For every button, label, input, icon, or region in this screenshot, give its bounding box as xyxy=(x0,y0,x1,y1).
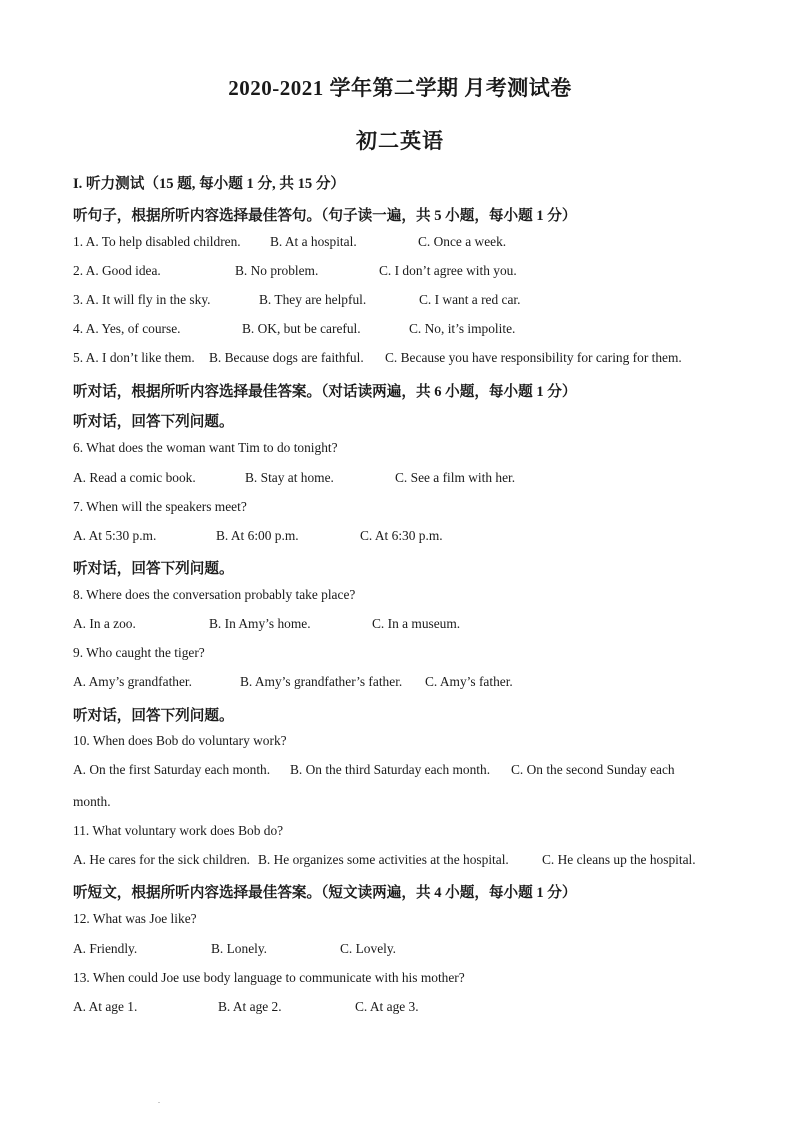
option-a: 3. A. It will fly in the sky. xyxy=(73,292,211,307)
exam-subject: 初二英语 xyxy=(356,129,444,153)
option-b: B. At age 2. xyxy=(218,999,282,1014)
question-13-stem: 13. When could Joe use body language to communicate with his mother? xyxy=(73,970,465,985)
option-c: C. In a museum. xyxy=(372,616,461,631)
option-c: C. He cleans up the hospital. xyxy=(542,852,696,867)
option-a: A. Amy’s grandfather. xyxy=(73,674,193,689)
option-c: C. At 6:30 p.m. xyxy=(360,528,443,543)
option-b: B. Lonely. xyxy=(211,941,268,956)
option-c: C. Once a week. xyxy=(418,234,507,249)
option-c: C. I don’t agree with you. xyxy=(379,263,517,278)
part2-instruction: 听对话，根据所听内容选择最佳答案。（对话读两遍，共 6 小题，每小题 1 分） xyxy=(73,384,577,400)
question-10-stem: 10. When does Bob do voluntary work? xyxy=(73,733,287,748)
option-c: C. See a film with her. xyxy=(395,470,516,485)
option-b: B. Because dogs are faithful. xyxy=(209,350,364,365)
option-b: B. At 6:00 p.m. xyxy=(216,528,299,543)
dialog3-instruction: 听对话，回答下列问题。 xyxy=(73,708,234,724)
option-c: C. Because you have responsibility for caring for them. xyxy=(385,350,682,365)
option-c: C. I want a red car. xyxy=(419,292,521,307)
option-a: 5. A. I don’t like them. xyxy=(73,350,195,365)
option-b: B. No problem. xyxy=(235,263,319,278)
question-8-stem: 8. Where does the conversation probably take place? xyxy=(73,587,356,602)
exam-title: 2020-2021 学年第二学期 月考测试卷 xyxy=(228,76,572,100)
question-9-stem: 9. Who caught the tiger? xyxy=(73,645,205,660)
option-a: 1. A. To help disabled children. xyxy=(73,234,241,249)
option-b: B. At a hospital. xyxy=(270,234,357,249)
option-c: C. At age 3. xyxy=(355,999,419,1014)
option-c: C. Lovely. xyxy=(340,941,397,956)
option-a: A. Friendly. xyxy=(73,941,138,956)
option-a: A. At age 1. xyxy=(73,999,138,1014)
option-a: 2. A. Good idea. xyxy=(73,263,161,278)
option-b: B. In Amy’s home. xyxy=(209,616,311,631)
dialog2-instruction: 听对话，回答下列问题。 xyxy=(73,561,234,577)
option-a: A. At 5:30 p.m. xyxy=(73,528,157,543)
option-b: B. On the third Saturday each month. xyxy=(290,762,491,777)
scan-speck: . xyxy=(158,1096,160,1105)
question-11-stem: 11. What voluntary work does Bob do? xyxy=(73,823,284,838)
option-a: A. Read a comic book. xyxy=(73,470,196,485)
option-b: B. He organizes some activities at the hospital. xyxy=(258,852,509,867)
option-c: C. On the second Sunday each xyxy=(511,762,675,777)
section-heading: I. 听力测试（15 题, 每小题 1 分, 共 15 分） xyxy=(73,176,346,192)
option-b: B. OK, but be careful. xyxy=(242,321,361,336)
part3-instruction: 听短文，根据所听内容选择最佳答案。（短文读两遍，共 4 小题，每小题 1 分） xyxy=(73,885,577,901)
option-c: C. No, it’s impolite. xyxy=(409,321,516,336)
question-7-stem: 7. When will the speakers meet? xyxy=(73,499,247,514)
option-b: B. They are helpful. xyxy=(259,292,367,307)
option-b: B. Amy’s grandfather’s father. xyxy=(240,674,403,689)
part1-instruction: 听句子，根据所听内容选择最佳答句。（句子读一遍，共 5 小题，每小题 1 分） xyxy=(73,208,577,224)
option-b: B. Stay at home. xyxy=(245,470,334,485)
option-a: A. On the first Saturday each month. xyxy=(73,762,271,777)
option-c: C. Amy’s father. xyxy=(425,674,513,689)
option-a: 4. A. Yes, of course. xyxy=(73,321,181,336)
question-10-option-c-continued: month. xyxy=(73,794,111,809)
option-a: A. He cares for the sick children. xyxy=(73,852,250,867)
option-a: A. In a zoo. xyxy=(73,616,136,631)
dialog1-instruction: 听对话，回答下列问题。 xyxy=(73,414,234,430)
question-12-stem: 12. What was Joe like? xyxy=(73,911,197,926)
question-6-stem: 6. What does the woman want Tim to do tonight? xyxy=(73,440,338,455)
